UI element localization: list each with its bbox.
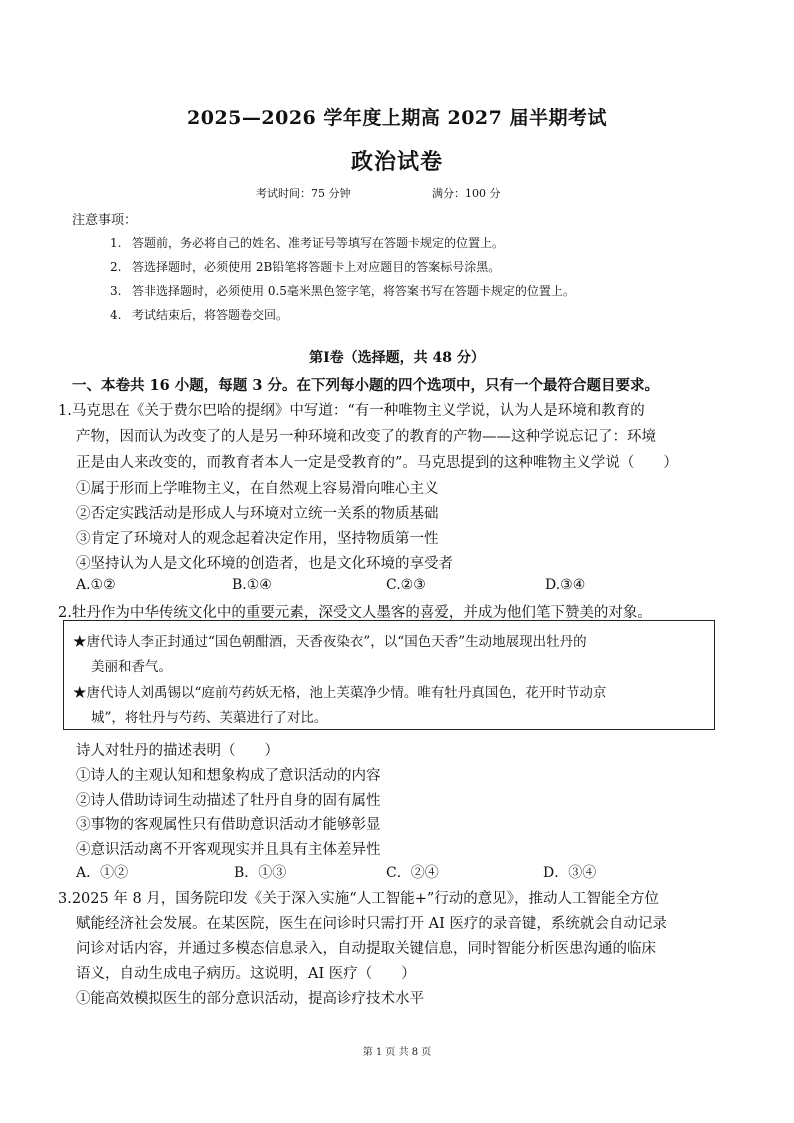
q2-stem: 2.牡丹作为中华传统文化中的重要元素，深受文人墨客的喜爱，并成为他们笔下赞美的对象。 xyxy=(58,605,652,621)
note-text: 考试结束后，将答题卷交回。 xyxy=(132,308,289,322)
q2-material-line: 美丽和香气。 xyxy=(91,659,172,675)
q2-question: 诗人对牡丹的描述表明（ ） xyxy=(76,743,279,759)
q1-option-b: B.①④ xyxy=(232,577,272,593)
note-text: 答非选择题时，必须使用 0.5毫米黑色签字笔，将答案书写在答题卡规定的位置上。 xyxy=(132,284,575,298)
q1-option-a: A.①② xyxy=(76,577,116,593)
q1-stem-line: 产物，因而认为改变了的人是另一种环境和改变了的教育的产物——这种学说忘记了：环境 xyxy=(76,429,656,445)
q3-stem-line: 问诊对话内容，并通过多模态信息录入，自动提取关键信息，同时智能分析医患沟通的临床 xyxy=(76,941,656,957)
section-instruction: 一、本卷共 16 小题，每题 3 分。在下列每小题的四个选项中，只有一个最符合题目要求。 xyxy=(72,377,659,394)
q2-material-line: ★唐代诗人刘禹锡以“庭前芍药妖无格，池上芙蕖净少情。唯有牡丹真国色，花开时节动京 xyxy=(73,685,607,701)
q1-choice: ②否定实践活动是形成人与环境对立统一关系的物质基础 xyxy=(76,506,439,522)
q3-stem-line: 语义，自动生成电子病历。这说明，AI 医疗（ ） xyxy=(76,966,416,982)
page-footer: 第 1 页 共 8 页 xyxy=(362,1047,432,1058)
q1-choice: ④坚持认为人是文化环境的创造者，也是文化环境的享受者 xyxy=(76,556,453,572)
note-number: 4. xyxy=(110,308,122,322)
q1-stem-line: 1.马克思在《关于费尔巴哈的提纲》中写道：“有一种唯物主义学说，认为人是环境和教育的 xyxy=(58,403,645,419)
q2-material-line: 城”，将牡丹与芍药、芙蕖进行了对比。 xyxy=(91,710,328,726)
q2-choice: ③事物的客观属性只有借助意识活动才能够彰显 xyxy=(76,817,381,833)
subject-title: 政治试卷 xyxy=(350,149,443,175)
q1-option-d: D.③④ xyxy=(545,577,586,593)
q1-choice: ③肯定了环境对人的观念起着决定作用，坚持物质第一性 xyxy=(76,531,439,547)
q3-stem-line: 赋能经济社会发展。在某医院，医生在问诊时只需打开 AI 医疗的录音键，系统就会自动记录 xyxy=(76,916,667,932)
full-score: 满分：100 分 xyxy=(432,187,501,200)
note-number: 2. xyxy=(110,260,122,274)
note-number: 1. xyxy=(110,236,122,250)
note-text: 答题前，务必将自己的姓名、准考证号等填写在答题卡规定的位置上。 xyxy=(132,236,505,250)
q2-option-b: B．①③ xyxy=(234,865,287,881)
q2-option-c: C．②④ xyxy=(386,865,439,881)
q2-material-box xyxy=(63,620,715,730)
q2-material-line: ★唐代诗人李正封通过“国色朝酣酒，天香夜染衣”，以“国色天香”生动地展现出牡丹的 xyxy=(73,634,587,650)
q3-choice: ①能高效模拟医生的部分意识活动，提高诊疗技术水平 xyxy=(76,991,424,1007)
q3-stem-line: 3.2025 年 8 月，国务院印发《关于深入实施“人工智能+”行动的意见》，推动人工智能全方位 xyxy=(58,891,660,907)
q2-choice: ②诗人借助诗词生动描述了牡丹自身的固有属性 xyxy=(76,793,381,809)
exam-time: 考试时间：75 分钟 xyxy=(256,187,351,200)
note-item xyxy=(110,282,575,299)
notes-title: 注意事项： xyxy=(72,213,138,228)
q1-choice: ①属于形而上学唯物主义，在自然观上容易滑向唯心主义 xyxy=(76,481,439,497)
note-item xyxy=(110,306,288,323)
q1-stem-line: 正是由人来改变的，而教育者本人一定是受教育的”。马克思提到的这种唯物主义学说（ ） xyxy=(76,455,678,471)
q2-option-a: A．①② xyxy=(76,865,129,881)
section-title: 第Ⅰ卷（选择题，共 48 分） xyxy=(309,350,485,366)
q2-choice: ④意识活动离不开客观现实并且具有主体差异性 xyxy=(76,842,381,858)
note-item xyxy=(110,234,504,251)
q2-option-d: D．③④ xyxy=(543,865,597,881)
note-number: 3. xyxy=(110,284,122,298)
q2-choice: ①诗人的主观认知和想象构成了意识活动的内容 xyxy=(76,768,381,784)
q1-option-c: C.②③ xyxy=(386,577,426,593)
exam-title: 2025—2026 学年度上期高 2027 届半期考试 xyxy=(187,107,607,129)
note-item xyxy=(110,258,500,275)
note-text: 答选择题时，必须使用 2B铅笔将答题卡上对应题目的答案标号涂黑。 xyxy=(132,260,501,274)
